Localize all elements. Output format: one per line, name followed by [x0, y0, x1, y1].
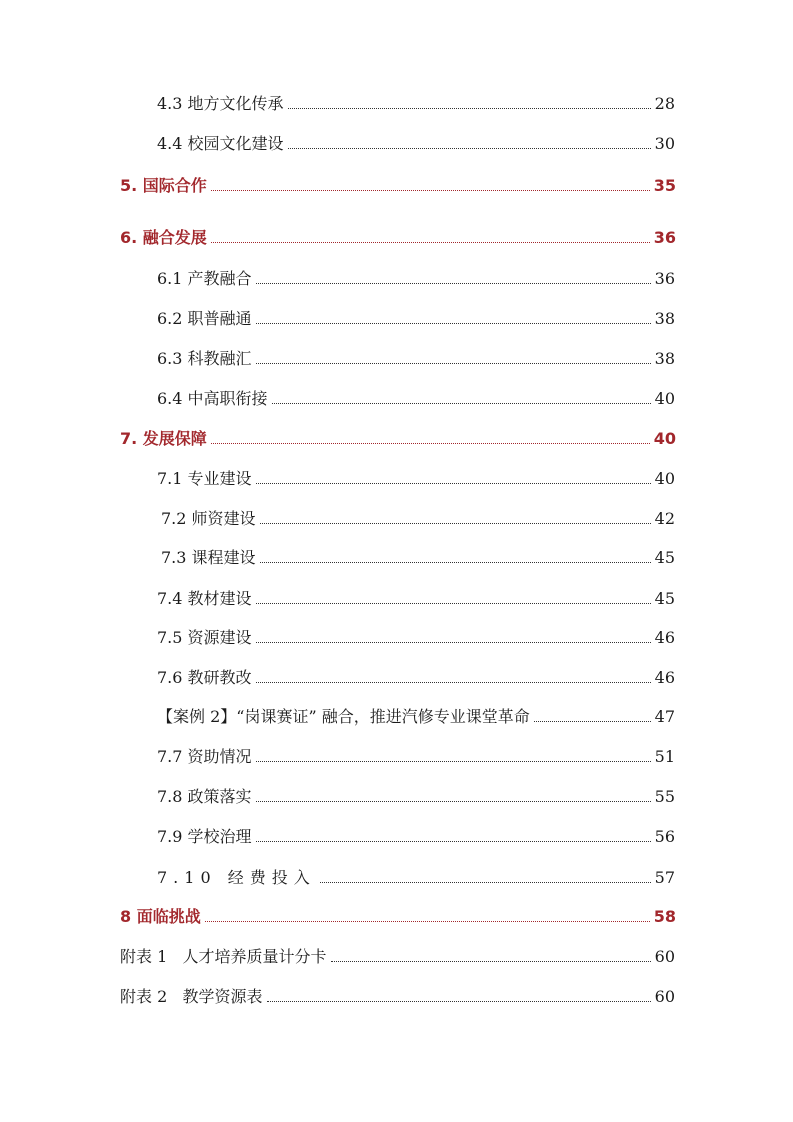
toc-entry[interactable]	[157, 866, 675, 890]
toc-entry-page: 30	[654, 134, 675, 153]
dot-leader	[256, 363, 651, 364]
toc-chapter-entry[interactable]	[120, 427, 676, 451]
toc-entry[interactable]	[157, 347, 675, 371]
dot-leader	[256, 841, 651, 842]
toc-entry-page: 60	[654, 947, 675, 966]
toc-entry-page: 58	[653, 907, 676, 926]
toc-entry[interactable]	[157, 626, 675, 650]
dot-leader	[211, 190, 650, 191]
toc-entry-label: 7.2 师资建设	[161, 509, 256, 528]
dot-leader	[256, 323, 651, 324]
toc-appendix-entry[interactable]	[120, 985, 675, 1009]
dot-leader	[256, 283, 651, 284]
toc-entry-page: 57	[654, 868, 675, 887]
toc-entry-page: 56	[654, 827, 675, 846]
dot-leader	[256, 682, 651, 683]
toc-entry-label: 4.4 校园文化建设	[157, 134, 284, 153]
dot-leader	[205, 921, 650, 922]
toc-entry-page: 36	[654, 269, 675, 288]
dot-leader	[272, 403, 651, 404]
toc-entry-label: 附表 2 教学资源表	[120, 987, 263, 1006]
toc-entry-label: 6.4 中高职衔接	[157, 389, 268, 408]
dot-leader	[288, 108, 651, 109]
toc-entry[interactable]	[157, 666, 675, 690]
toc-chapter-entry[interactable]	[120, 174, 676, 198]
toc-entry-label: 6.3 科教融汇	[157, 349, 252, 368]
toc-entry[interactable]	[157, 587, 675, 611]
dot-leader	[256, 603, 651, 604]
dot-leader	[211, 443, 650, 444]
toc-entry-page: 36	[653, 228, 676, 247]
toc-entry[interactable]	[157, 387, 675, 411]
toc-entry-label: 6. 融合发展	[120, 228, 207, 247]
toc-entry-page: 42	[654, 509, 675, 528]
toc-entry[interactable]	[157, 92, 675, 116]
toc-entry-label: 7. 发展保障	[120, 429, 207, 448]
dot-leader	[211, 242, 650, 243]
toc-appendix-entry[interactable]	[120, 945, 675, 969]
toc-entry[interactable]	[157, 267, 675, 291]
toc-entry-label: 【案例 2】“岗课赛证” 融合，推进汽修专业课堂革命	[157, 707, 530, 726]
dot-leader	[331, 961, 651, 962]
toc-entry-page: 40	[654, 469, 675, 488]
toc-entry-label: 7.7 资助情况	[157, 747, 252, 766]
dot-leader	[260, 562, 651, 563]
dot-leader	[256, 761, 651, 762]
toc-entry-label: 6.2 职普融通	[157, 309, 252, 328]
toc-entry-page: 46	[654, 668, 675, 687]
toc-entry-page: 45	[654, 548, 675, 567]
toc-chapter-entry[interactable]	[120, 905, 676, 929]
toc-entry-page: 51	[654, 747, 675, 766]
dot-leader	[534, 721, 651, 722]
toc-case-entry[interactable]	[157, 705, 675, 729]
toc-entry-page: 46	[654, 628, 675, 647]
dot-leader	[267, 1001, 651, 1002]
dot-leader	[256, 801, 651, 802]
toc-entry-label: 7.9 学校治理	[157, 827, 252, 846]
toc-entry-page: 60	[654, 987, 675, 1006]
toc-entry[interactable]	[157, 745, 675, 769]
toc-entry-label: 7.1 专业建设	[157, 469, 252, 488]
toc-entry[interactable]	[157, 825, 675, 849]
toc-entry[interactable]	[157, 132, 675, 156]
toc-entry-label: 7.8 政策落实	[157, 787, 252, 806]
toc-entry-page: 35	[653, 176, 676, 195]
toc-entry-page: 47	[654, 707, 675, 726]
toc-entry-label: 7.4 教材建设	[157, 589, 252, 608]
toc-entry-label: 7.5 资源建设	[157, 628, 252, 647]
toc-entry-page: 55	[654, 787, 675, 806]
toc-entry-label: 4.3 地方文化传承	[157, 94, 284, 113]
toc-entry-label: 7.3 课程建设	[161, 548, 256, 567]
toc-entry-label: 7.6 教研教改	[157, 668, 252, 687]
dot-leader	[320, 882, 651, 883]
dot-leader	[288, 148, 651, 149]
toc-entry[interactable]	[157, 785, 675, 809]
toc-entry-page: 40	[653, 429, 676, 448]
toc-entry-page: 40	[654, 389, 675, 408]
toc-entry[interactable]	[157, 307, 675, 331]
toc-entry[interactable]	[161, 507, 675, 531]
toc-entry-page: 38	[654, 349, 675, 368]
toc-entry-page: 28	[654, 94, 675, 113]
dot-leader	[256, 642, 651, 643]
toc-entry-label: 5. 国际合作	[120, 176, 207, 195]
toc-entry[interactable]	[161, 546, 675, 570]
dot-leader	[256, 483, 651, 484]
toc-entry-page: 38	[654, 309, 675, 328]
toc-entry-page: 45	[654, 589, 675, 608]
toc-entry-label: 6.1 产教融合	[157, 269, 252, 288]
toc-entry[interactable]	[157, 467, 675, 491]
toc-entry-label: 附表 1 人才培养质量计分卡	[120, 947, 327, 966]
toc-entry-label: 7.10 经费投入	[157, 868, 316, 887]
toc-chapter-entry[interactable]	[120, 226, 676, 250]
dot-leader	[260, 523, 651, 524]
toc-entry-label: 8 面临挑战	[120, 907, 201, 926]
